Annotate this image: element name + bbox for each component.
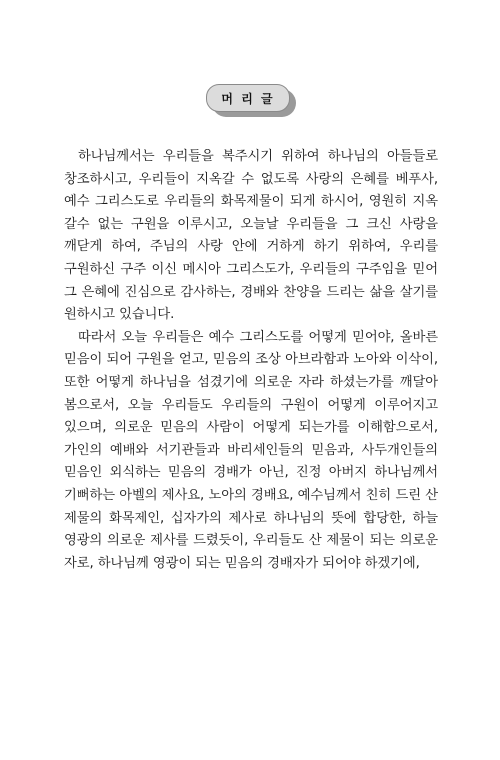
preface-body — [64, 146, 438, 575]
preface-title: 머 리 글 — [206, 84, 290, 112]
paragraph-1: 하나님께서는 우리들을 복주시기 위하여 하나님의 아들들로 창조하시고, 우리들이 지옥갈 수 없도록 사랑의 은혜를 베푸사, 예수 그리스도로 우리들의 화목제물이 되게 하시어, 영원히 지옥 갈수 없는 구원을 이루시고, 오늘날 우리들을 그 크신 사랑을 깨닫게 하여, 주님의 사랑 안에 거하게 하기 위하여, 우리를 구원하신 구주 이신 메시아 그리스도가, 우리들의 구주임을 믿어 그 은혜에 진심으로 감사하는, 경배와 찬양을 드리는 삶을 살기를 원하시고 있습니다. — [64, 149, 438, 323]
paragraph-2: 따라서 오늘 우리들은 예수 그리스도를 어떻게 믿어야, 올바른 믿음이 되어 구원을 얻고, 믿음의 조상 아브라함과 노아와 이삭이, 또한 어떻게 하나님을 섬겼기에 의로운 자라 하셨는가를 깨달아 봄으로서, 오늘 우리들도 우리들의 구원이 어떻게 이루어지고 있으며, 의로운 믿음의 사람이 어떻게 되는가를 이해함으로서, 가인의 예배와 서기관들과 바리세인들의 믿음과, 사두개인들의 믿음인 외식하는 믿음의 경배가 아닌, 진정 아버지 하나님께서 기뻐하는 아벨의 제사요, 노아의 경배요, 예수님께서 친히 드린 산 제물의 화목제인, 십자가의 제사로 하나님의 뜻에 합당한, 하늘 영광의 의로운 제사를 드렸듯이, 우리들도 산 제물이 되는 의로운 자로, 하나님께 영광이 되는 믿음의 경배자가 되어야 하겠기에, — [64, 329, 438, 571]
preface-badge — [206, 84, 294, 114]
